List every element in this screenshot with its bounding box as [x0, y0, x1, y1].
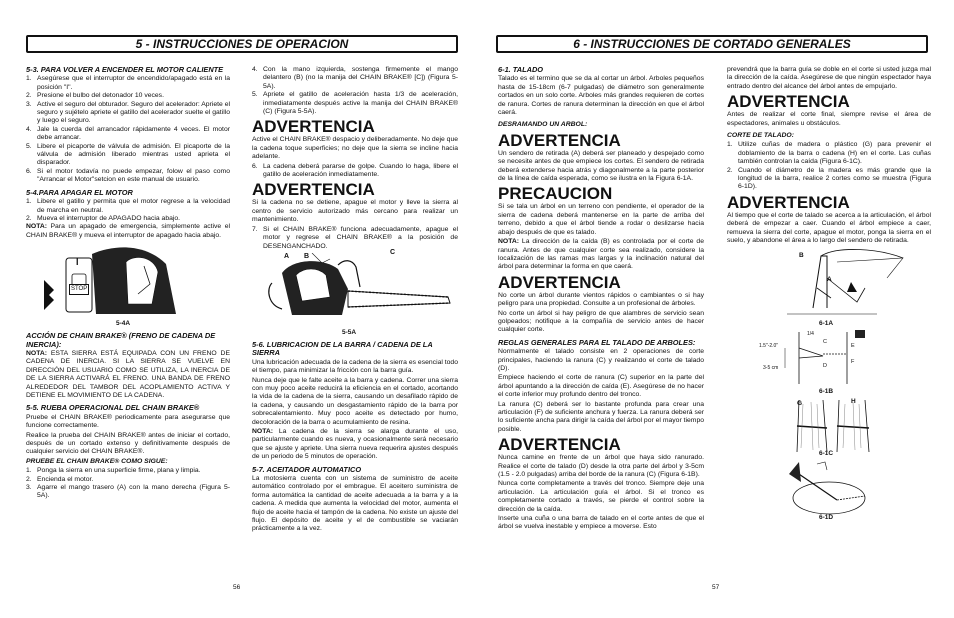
- dim-2: 3-5 cm: [763, 364, 779, 371]
- warning-text: Inserte una cuña o una barra de talado en el corte antes de que el árbol se vuelva inestable y empiece a moverse. Esto: [498, 515, 704, 531]
- large-tree-cut-illustration: [727, 460, 931, 516]
- label-c: C: [823, 338, 827, 345]
- left-section-header: [26, 35, 458, 53]
- item-text: Libere el picaporte de válvula de admisión. El picaporte de la válvula de admisión liberado mientras usted aprieta el disparador.: [37, 142, 230, 167]
- warning-text: Al tiempo que el corte de talado se acerca a la articulación, el árbol deberá de empezar a caer. Cuando el árbol empiece a caer, remueva la sierra del corte, apague el motor, ponga la sierra en el suelo, y abandone el área a lo largo del sendero de retirada.: [727, 211, 931, 245]
- label-e: E: [851, 342, 855, 349]
- warning-text: Nunca camine en frente de un árbol que haya sido ranurado. Realice el corte de talado (D) desde la otra parte del árbol y 3-5cm (1.5 - 2.0 pulgadas) arriba del borde de la ranura (C) (Figura 6-1B).: [498, 454, 704, 479]
- label-f: F: [851, 358, 855, 365]
- note-label: NOTA:: [252, 427, 274, 435]
- warning-title: ADVERTENCIA: [498, 130, 621, 150]
- list-item: [727, 167, 931, 192]
- paragraph: prevendrá que la barra guía se doble en el corte si usted juzga mal la dirección de la caída. Asegúrese de que ningún espectador haya entrado dentro del alcance del árbol antes de empujarlo.: [727, 66, 931, 90]
- figure-6-1a: [727, 248, 931, 328]
- list-item: [26, 168, 230, 185]
- note-text: La cadena de la sierra se alarga durante el uso, particularmente cuando es nueva, y ocasionalmente será necesario que se ajuste y apriete. Una sierra nueva requerira ajustes después de un periodo de 5 minutos de operación.: [252, 427, 458, 461]
- figure-caption-6-1a: 6-1A: [819, 319, 834, 327]
- list-item: [26, 476, 230, 484]
- brake-note-label: NOTA:: [26, 349, 48, 357]
- warning-title: ADVERTENCIA: [727, 192, 850, 212]
- paragraph: Pruebe el CHAIN BRAKE® periodicamente para asegurarse que funcione correctamente.: [26, 413, 230, 430]
- list-item: [26, 92, 230, 100]
- label-a: A: [284, 252, 290, 260]
- heading-5-4: 5-4.PARA APAGAR EL MOTOR: [26, 187, 133, 197]
- item-text: Jale la cuerda del arrancador rápidamente 4 veces. El motor debe arrancar.: [37, 125, 230, 142]
- warning-text: Nunca corte completamente a través del tronco. Siempre deje una articulación. La articulación guía el árbol. Si el tronco es completamente cortado a través, se pierde el control sobre la dirección de la caída.: [498, 480, 704, 513]
- label-d: D: [823, 362, 827, 369]
- item-num: 4.: [26, 125, 32, 133]
- paragraph: Realice la prueba del CHAIN BRAKE® antes de iniciar el cortado, después de un cortado extenso y definitivamente después de cualquier servicio del CHAIN BRAKE®.: [26, 431, 230, 456]
- label-g: G: [797, 399, 803, 407]
- paragraph: La motosierra cuenta con un sistema de suministro de aceite automático controlado por el embrague. El aceitero suministra de forma automática la cantidad de aceite adecuada a la barra y a la cadena. A medida que aumenta la velocidad del motor, aumenta el flujo de aceite hacia el tampón de la cadena. No existe un ajuste del flujo. El depósito de aceite y el de combustible se vaciarán prácticamente a la vez.: [252, 475, 458, 533]
- switch-i-label: I: [76, 257, 79, 268]
- paragraph: Una lubricación adecuada de la cadena de la sierra es esencial todo el tiempo, para minimizar la fricción con la barra guía.: [252, 358, 458, 375]
- item-num: 1.: [26, 467, 32, 475]
- switch-illustration: [26, 244, 230, 320]
- left-header-text: 5 - INSTRUCCIONES DE OPERACION: [135, 37, 349, 51]
- paragraph: Empiece haciendo el corte de ranura (C) superior en la parte del árbol apuntando a la dirección de caída (E). Asegúrese de no hacer el corte inferior muy profundo dentro del tronco.: [498, 374, 704, 399]
- heading-6-1: 6-1. TALADO: [498, 65, 544, 74]
- item-num: 2.: [26, 214, 32, 222]
- list-item: [252, 91, 458, 116]
- heading-corte: CORTE DE TALADO:: [727, 132, 794, 140]
- item-num: 7.: [252, 225, 258, 233]
- column-3: [498, 62, 704, 590]
- item-text: Asegúrese que el interruptor de encendido/apagado está en la posición "I".: [37, 75, 230, 91]
- list-item: [252, 66, 458, 91]
- right-header-text: 6 - INSTRUCCIONES DE CORTADO GENERALES: [573, 37, 851, 51]
- figure-caption-5-5a: 5-5A: [342, 328, 357, 336]
- label-c: C: [390, 248, 396, 256]
- warning-text: No corte un árbol si hay peligro de que alambres de servicio sean golpeados; notifique a la compañía de servicio antes de hacer cualquier corte.: [498, 309, 704, 334]
- item-num: 6.: [26, 167, 32, 175]
- caution-title: PRECAUCION: [498, 184, 613, 204]
- list-item: [26, 484, 230, 501]
- column-4: [727, 62, 931, 590]
- heading-reglas: REGLAS GENERALES PARA EL TALADO DE ARBOLES:: [498, 337, 696, 347]
- item-text: Cuando el diámetro de la madera es más grande que la longitud de la barra, realice 2 cortes como se muestra (Figura 6-1D).: [738, 166, 931, 191]
- brake-note: [26, 350, 230, 400]
- figure-6-1b: [727, 328, 931, 398]
- item-text: Ponga la sierra en una superficie firme, plana y limpia.: [37, 467, 201, 475]
- item-text: Utilize cuñas de madera o plástico (G) para prevenir el doblamiento de la barra o cadena (H) en el corte. Las cuñas también controlan la caída (Figura 6-1C).: [738, 141, 931, 166]
- paragraph: Normalmente el talado consiste en 2 operaciones de corte principales, haciendo la ranura (C) y realizando el corte de talado (D).: [498, 348, 704, 372]
- heading-desramando: DESRAMANDO UN ARBOL:: [498, 121, 588, 129]
- warning-text: Active el CHAIN BRAKE® despacio y deliberadamente. No deje que la cadena toque superficies; no deje que la sierra se incline hacia adelante.: [252, 136, 458, 161]
- column-2: [252, 62, 458, 590]
- warning-text: Si la cadena no se detiene, apague el motor y lleve la sierra al centro de servicio autorizado más cercano para realizar un mantenimiento.: [252, 199, 458, 224]
- item-num: 2.: [26, 475, 32, 483]
- paragraph: Nunca deje que le falte aceite a la barra y cadena. Correr una sierra con muy poco aceite reducirá la eficiencia en el cortado, acortando la vida de la cadena de la sierra, causando un desafilado rápido de la cadena, y causando un desgastamiento rápido de la barra por sobrecalentamiento. Muy poco aceite es detectado por humo, decoloración de la barra o acumulamiento de resina.: [252, 376, 458, 426]
- heading-5-5: 5-5. RUEBA OPERACIONAL DEL CHAIN BRAKE®: [26, 403, 200, 413]
- switch-stop-label: STOP: [69, 284, 89, 294]
- heading-5-3: 5-3. PARA VOLVER A ENCENDER EL MOTOR CALIENTE: [26, 65, 224, 74]
- item-text: Con la mano izquierda, sostenga firmemente el mango delantero (B) (no la manija del CHAIN BRAKE® [C]) (Figura 5-5A).: [263, 66, 458, 90]
- item-text: Encienda el motor.: [37, 475, 94, 483]
- list-item: [26, 467, 230, 475]
- figure-caption-6-1b: 6-1B: [819, 387, 834, 395]
- label-b: B: [799, 251, 804, 259]
- item-text: Libere el gatillo y permita que el motor regrese a la velocidad de marcha en neutral.: [37, 198, 230, 214]
- column-1: [26, 62, 230, 590]
- item-num: 1.: [727, 141, 733, 149]
- figure-5-5a: [252, 248, 458, 337]
- figure-caption-6-1d: 6-1D: [819, 513, 834, 521]
- figure-5-4a: [26, 244, 230, 328]
- notch-cut-illustration: [727, 328, 931, 388]
- list-item: [26, 101, 230, 126]
- list-item: [26, 126, 230, 143]
- note-label: NOTA:: [26, 223, 48, 231]
- item-text: Active el seguro del obturador. Seguro del acelerador: Apriete el seguro y sujételo apriete el gatillo del acelerador suelte el gatillo y luego el seguro.: [37, 100, 230, 125]
- paragraph: La ranura (C) deberá ser lo bastante profunda para crear una articulación (F) de suficiente anchura y fuerza. La ranura deberá ser lo suficiente ancha para dirigir la caída del árbol por el mayor tiempo posible.: [498, 400, 704, 433]
- warning-text: Antes de realizar el corte final, siempre revise el área de espectadores, animales u obstáculos.: [727, 111, 931, 127]
- label-h: H: [851, 397, 856, 405]
- item-text: La cadena deberá pararse de golpe. Cuando lo haga, libere el gatillo de aceleración inmediatamente.: [263, 162, 458, 179]
- item-text: Mueva el interruptor de APAGADO hacia abajo.: [37, 214, 181, 222]
- item-text: Presione el bulbo del detonador 10 veces.: [37, 92, 164, 100]
- note-paragraph: [498, 238, 704, 272]
- item-num: 2.: [727, 166, 733, 174]
- brake-note-text: ESTA SIERRA ESTÁ EQUIPADA CON UN FRENO DE CADENA DE INERCIA. SI LA SIERRA SE VUELVE EN DIRECCIÓN DEL USUARIO COMO SE UTILIZA, LA INERCIA DE DE LA SIERRA ACTIVARÁ EL FRENO. UNA BANDA DE FRENO ALREDEDOR DEL TAMBOR DEL ACOPLAMIENTO ACTIVA Y DETIENE EL MOVIMIENTO DE LA CADENA.: [26, 349, 230, 399]
- list-item: [252, 226, 458, 251]
- item-num: 6.: [252, 162, 258, 170]
- heading-chain-brake: ACCIÓN DE CHAIN BRAKE® (FRENO DE CADENA DE INERCIA):: [26, 331, 216, 349]
- paragraph: Talado es el termino que se da al cortar un árbol. Arboles pequeños hasta de 15-18cm (6-7 pulgadas) de diámetro son generalmente cortados en un solo corte. Arboles más grandes requieren de cortes de ranura. Cortes de ranura determinan la dirección en que el árbol caerá.: [498, 75, 704, 117]
- item-text: Si el motor todavía no puede empezar, folow el paso como "Arrancar el Motor"setcion en este manual de usuario.: [37, 167, 230, 184]
- item-num: 5.: [252, 91, 258, 99]
- warning-title: ADVERTENCIA: [727, 92, 850, 112]
- note-paragraph: [252, 428, 458, 462]
- warning-title: ADVERTENCIA: [498, 435, 621, 455]
- item-text: Apriete el gatillo de aceleración hasta 1/3 de aceleración, inmediatamente después active la manija del CHAIN BRAKE® (C) (Figura 5-5A).: [263, 91, 458, 116]
- figure-6-1d: [727, 460, 931, 524]
- item-text: Si el CHAIN BRAKE® funciona adecuadamente, apague el motor y regrese el CHAIN BRAKE® a la posición de DESENGANCHADO.: [263, 225, 458, 250]
- item-num: 4.: [252, 66, 258, 73]
- heading-5-7: 5-7. ACEITADOR AUTOMATICO: [252, 464, 362, 474]
- figure-6-1c: [727, 398, 931, 460]
- list-item: [26, 215, 230, 223]
- label-b: B: [304, 252, 310, 260]
- dim-1: 1.5"-2.0": [759, 342, 779, 349]
- warning-text: Un sendero de retirada (A) deberá ser planeado y despejado como se necesite antes de que empiece los cortes. El sendero de retirada deberá extenderse hacia atrás y diagonalmente a la parte posterior de la línea de caída esperada, como se ilustra en la Figura 6-1A.: [498, 149, 704, 183]
- note-label: NOTA:: [498, 238, 520, 246]
- wedge-cut-illustration: [727, 398, 931, 452]
- list-item: [26, 198, 230, 215]
- note-paragraph: [26, 223, 230, 240]
- dim-3: 1/4: [807, 330, 814, 337]
- page-number-left: 56: [233, 584, 241, 591]
- warning-title: ADVERTENCIA: [252, 180, 375, 200]
- label-a: A: [827, 275, 832, 283]
- item-num: 3.: [26, 100, 32, 108]
- note-text: Para un apagado de emergencia, simplemente active el CHAIN BRAKE® y mueva el interruptor de apagado hacia abajo.: [26, 223, 230, 239]
- heading-prueba: PRUEBE EL CHAIN BRAKE® COMO SIGUE:: [26, 457, 168, 465]
- note-text: La dirección de la caída (B) es controlada por el corte de ranura. Antes de que cualquier corte sea realizado, considere la localización de las ramas mas largas y la inclinación natural del árbol para determinar la forma en que caerá.: [498, 238, 704, 271]
- item-num: 3.: [26, 484, 32, 492]
- item-num: 1.: [26, 198, 32, 206]
- item-num: 1.: [26, 75, 32, 83]
- chainsaw-illustration: [252, 253, 458, 329]
- heading-5-6: 5-6. LUBRICACION DE LA BARRA / CADENA DE LA SIERRA: [252, 339, 433, 358]
- item-num: 2.: [26, 92, 32, 100]
- figure-caption-6-1c: 6-1C: [819, 449, 834, 457]
- caution-text: Si se tala un árbol en un terreno con pendiente, el operador de la sierra de cadena deberá mantenerse en la parte de arriba del terreno, debido a que el árbol tiende a rodar o deslizarse hacia abajo después de que es talado.: [498, 203, 704, 236]
- right-section-header: [496, 35, 928, 53]
- warning-title: ADVERTENCIA: [252, 117, 375, 137]
- item-text: Agarre el mango trasero (A) con la mano derecha (Figura 5-5A).: [37, 484, 230, 500]
- page-number-right: 57: [712, 584, 720, 591]
- list-item: [26, 143, 230, 168]
- list-item: [252, 163, 458, 180]
- list-item: [26, 75, 230, 92]
- item-num: 5.: [26, 142, 32, 150]
- warning-title: ADVERTENCIA: [498, 272, 621, 292]
- warning-text: No corte un árbol durante vientos rápidos o cambiantes o si hay peligro para una propiedad. Consulte a un profesional de árboles.: [498, 291, 704, 308]
- figure-caption-5-4a: 5-4A: [116, 320, 131, 328]
- list-item: [727, 141, 931, 166]
